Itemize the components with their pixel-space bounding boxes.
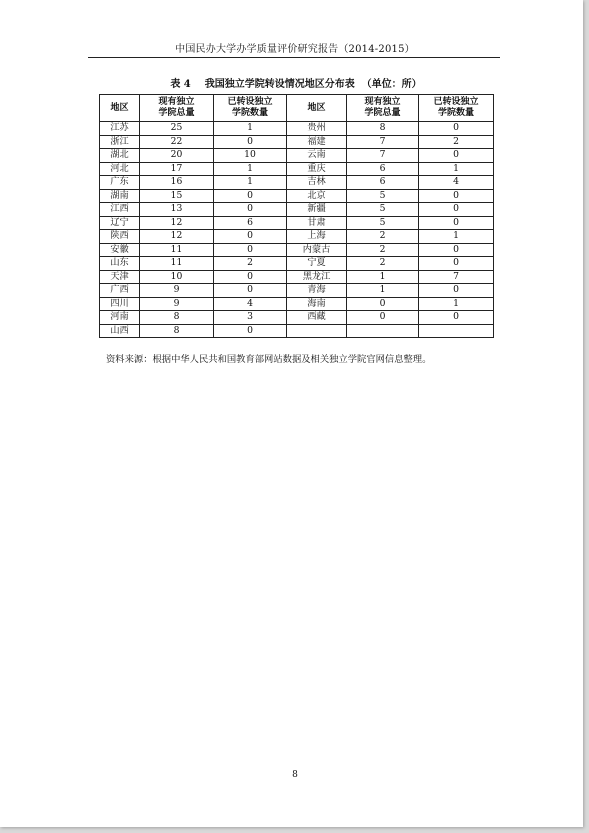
cell-converted: 1 <box>214 122 287 136</box>
table-row <box>100 216 494 230</box>
header-total: 现有独立 学院总量 <box>140 95 214 122</box>
cell-region-2: 内蒙古 <box>287 243 347 257</box>
running-header: 中国民办大学办学质量评价研究报告（2014-2015） <box>175 44 415 55</box>
cell-converted-2: 0 <box>419 122 494 136</box>
table-row <box>100 311 494 325</box>
cell-region-2: 新疆 <box>287 203 347 217</box>
cell-total-2: 2 <box>347 243 419 257</box>
table-row <box>100 284 494 298</box>
source-note: 资料来源：根据中华人民共和国教育部网站数据及相关独立学院官网信息整理。 <box>106 354 432 365</box>
cell-converted-2: 2 <box>419 135 494 149</box>
cell-converted: 0 <box>214 324 287 338</box>
cell-region: 陕西 <box>100 230 140 244</box>
cell-converted: 4 <box>214 297 287 311</box>
cell-total-2: 1 <box>347 284 419 298</box>
cell-total: 9 <box>140 297 214 311</box>
cell-total-2: 6 <box>347 162 419 176</box>
cell-converted-2: 1 <box>419 162 494 176</box>
cell-region: 辽宁 <box>100 216 140 230</box>
cell-total: 13 <box>140 203 214 217</box>
cell-total: 8 <box>140 311 214 325</box>
table-row <box>100 149 494 163</box>
cell-converted-2: 0 <box>419 284 494 298</box>
cell-region: 浙江 <box>100 135 140 149</box>
cell-region-2: 西藏 <box>287 311 347 325</box>
header-rule <box>88 57 500 58</box>
cell-total-2: 5 <box>347 203 419 217</box>
cell-region: 天津 <box>100 270 140 284</box>
cell-region-2: 福建 <box>287 135 347 149</box>
header-converted: 已转设独立 学院数量 <box>214 95 287 122</box>
distribution-table <box>99 94 494 338</box>
cell-total-2: 0 <box>347 311 419 325</box>
cell-converted-2: 0 <box>419 189 494 203</box>
cell-total: 8 <box>140 324 214 338</box>
cell-total-2: 1 <box>347 270 419 284</box>
table-row <box>100 243 494 257</box>
table-row <box>100 257 494 271</box>
cell-region-2 <box>287 324 347 338</box>
cell-converted: 0 <box>214 270 287 284</box>
cell-region: 广西 <box>100 284 140 298</box>
cell-total-2: 2 <box>347 230 419 244</box>
cell-region: 山东 <box>100 257 140 271</box>
cell-converted-2: 1 <box>419 297 494 311</box>
header-total-2: 现有独立 学院总量 <box>347 95 419 122</box>
cell-converted: 1 <box>214 162 287 176</box>
cell-total: 9 <box>140 284 214 298</box>
table-row <box>100 122 494 136</box>
table-caption: 表 4 我国独立学院转设情况地区分布表 （单位：所） <box>170 79 422 90</box>
cell-region: 安徽 <box>100 243 140 257</box>
cell-converted-2: 0 <box>419 149 494 163</box>
cell-total-2 <box>347 324 419 338</box>
cell-total-2: 0 <box>347 297 419 311</box>
page-number: 8 <box>292 770 298 780</box>
cell-region-2: 上海 <box>287 230 347 244</box>
table-body <box>100 122 494 338</box>
cell-total: 10 <box>140 270 214 284</box>
cell-region-2: 黑龙江 <box>287 270 347 284</box>
cell-converted-2 <box>419 324 494 338</box>
cell-total: 15 <box>140 189 214 203</box>
cell-converted-2: 0 <box>419 311 494 325</box>
cell-total-2: 5 <box>347 216 419 230</box>
cell-converted: 3 <box>214 311 287 325</box>
table-row <box>100 230 494 244</box>
cell-region-2: 云南 <box>287 149 347 163</box>
cell-total: 25 <box>140 122 214 136</box>
table-row <box>100 203 494 217</box>
cell-total: 17 <box>140 162 214 176</box>
cell-converted-2: 0 <box>419 243 494 257</box>
table-row <box>100 135 494 149</box>
cell-total: 12 <box>140 230 214 244</box>
table-header-row <box>100 95 494 122</box>
cell-region-2: 吉林 <box>287 176 347 190</box>
cell-region-2: 宁夏 <box>287 257 347 271</box>
cell-region-2: 海南 <box>287 297 347 311</box>
cell-region: 湖北 <box>100 149 140 163</box>
cell-region: 河北 <box>100 162 140 176</box>
cell-converted-2: 7 <box>419 270 494 284</box>
cell-converted: 0 <box>214 230 287 244</box>
cell-total: 22 <box>140 135 214 149</box>
cell-converted: 0 <box>214 135 287 149</box>
cell-converted: 6 <box>214 216 287 230</box>
cell-region: 山西 <box>100 324 140 338</box>
cell-total: 11 <box>140 257 214 271</box>
cell-total: 20 <box>140 149 214 163</box>
cell-converted: 1 <box>214 176 287 190</box>
cell-region-2: 贵州 <box>287 122 347 136</box>
table-row <box>100 270 494 284</box>
cell-region-2: 甘肃 <box>287 216 347 230</box>
cell-region: 四川 <box>100 297 140 311</box>
cell-region: 湖南 <box>100 189 140 203</box>
table-row <box>100 324 494 338</box>
cell-total-2: 5 <box>347 189 419 203</box>
cell-region-2: 北京 <box>287 189 347 203</box>
cell-converted-2: 0 <box>419 257 494 271</box>
cell-converted: 0 <box>214 203 287 217</box>
cell-region: 江苏 <box>100 122 140 136</box>
cell-converted: 2 <box>214 257 287 271</box>
cell-converted-2: 0 <box>419 216 494 230</box>
cell-total-2: 7 <box>347 135 419 149</box>
cell-total-2: 2 <box>347 257 419 271</box>
table-row <box>100 189 494 203</box>
cell-total-2: 7 <box>347 149 419 163</box>
cell-total: 12 <box>140 216 214 230</box>
cell-region-2: 重庆 <box>287 162 347 176</box>
cell-converted: 0 <box>214 243 287 257</box>
cell-converted: 10 <box>214 149 287 163</box>
cell-region: 河南 <box>100 311 140 325</box>
header-region-2: 地区 <box>287 95 347 122</box>
cell-converted: 0 <box>214 284 287 298</box>
cell-converted-2: 0 <box>419 203 494 217</box>
table-row <box>100 176 494 190</box>
cell-region: 广东 <box>100 176 140 190</box>
cell-region: 江西 <box>100 203 140 217</box>
cell-total: 16 <box>140 176 214 190</box>
cell-total: 11 <box>140 243 214 257</box>
cell-total-2: 8 <box>347 122 419 136</box>
table-row <box>100 297 494 311</box>
table-row <box>100 162 494 176</box>
cell-converted-2: 4 <box>419 176 494 190</box>
header-converted-2: 已转设独立 学院数量 <box>419 95 494 122</box>
cell-region-2: 青海 <box>287 284 347 298</box>
cell-total-2: 6 <box>347 176 419 190</box>
header-region: 地区 <box>100 95 140 122</box>
cell-converted-2: 1 <box>419 230 494 244</box>
cell-converted: 0 <box>214 189 287 203</box>
